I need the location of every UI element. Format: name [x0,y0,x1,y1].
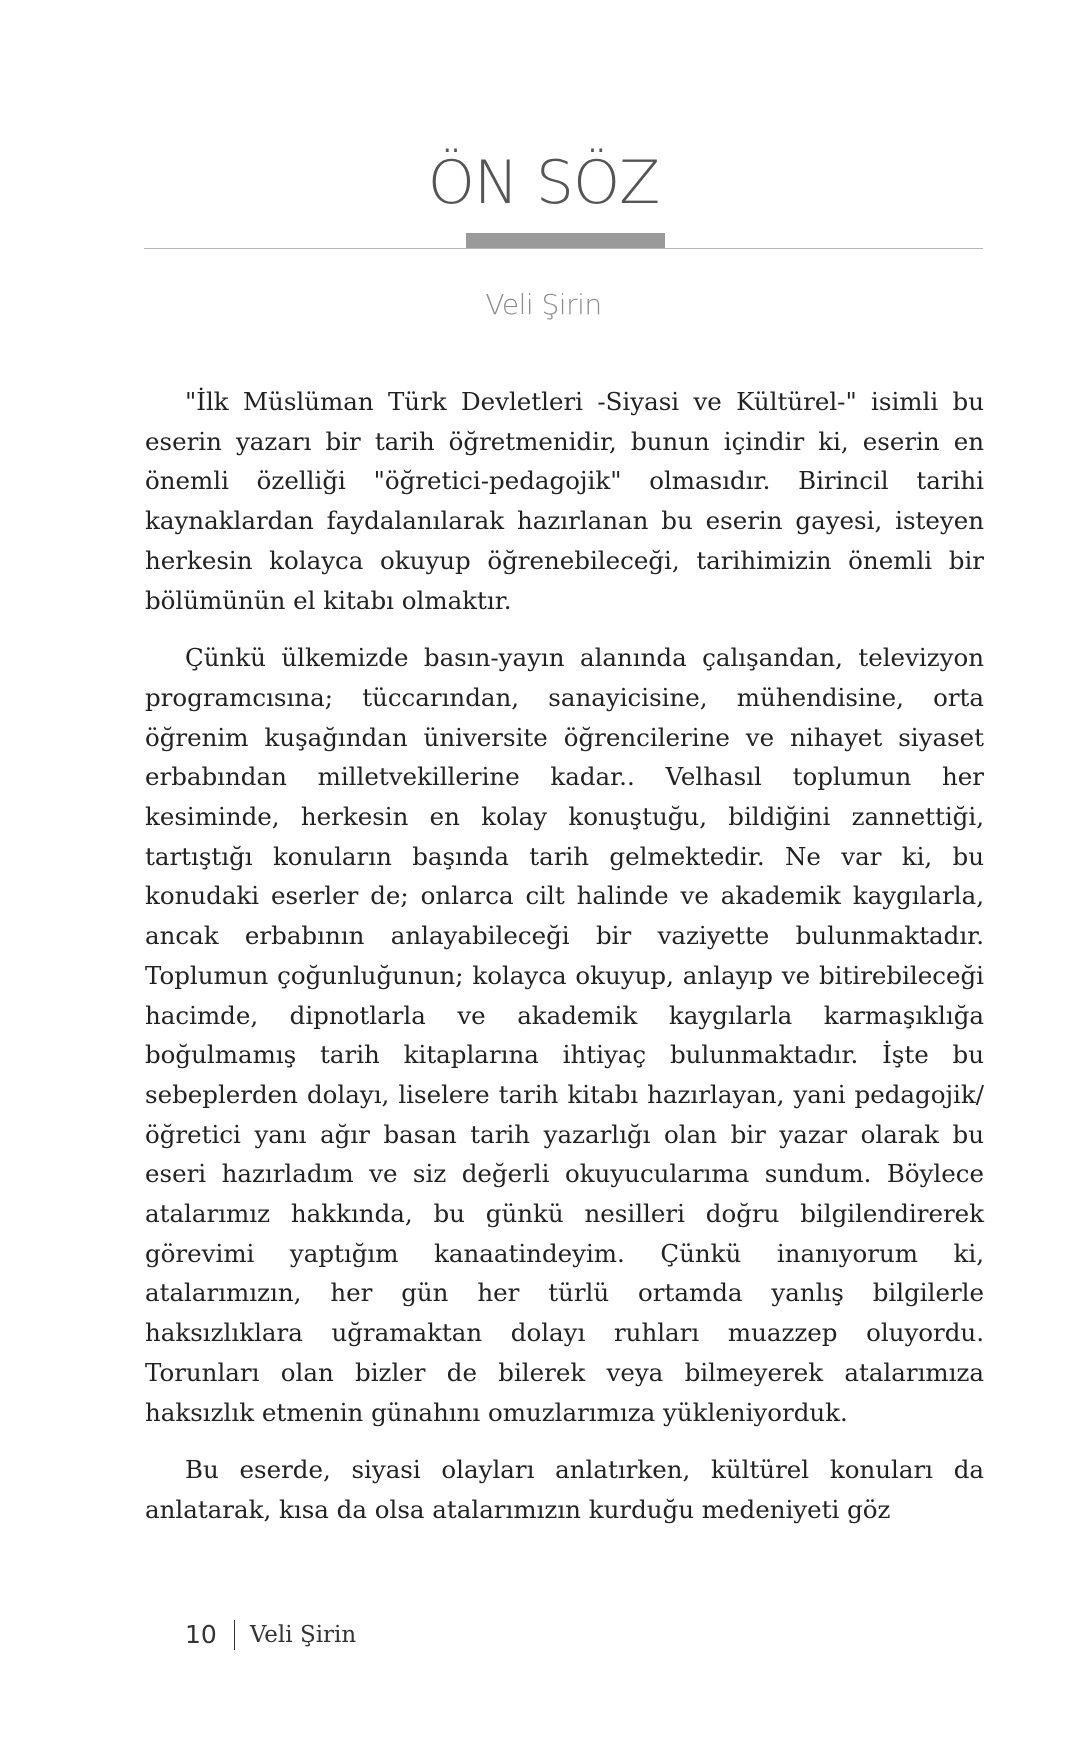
footer-separator [234,1620,235,1650]
running-author: Veli Şirin [249,1622,357,1648]
chapter-title: ÖN SÖZ [427,148,660,218]
chapter-author: Veli Şirin [485,288,602,321]
body-text [145,382,984,1548]
paragraph-3: Bu eserde, siyasi olayları anlatırken, kültürel konuları da anlatarak, kısa da olsa atalarımızın kurduğu medeniyeti göz [145,1455,984,1524]
title-rule [144,248,983,249]
page-footer [185,1618,356,1652]
title-rule-accent [466,233,665,249]
page-number: 10 [185,1620,217,1649]
paragraph-1: "İlk Müslüman Türk Devletleri -Siyasi ve Kültürel-" isimli bu eserin yazarı bir tarih öğretmenidir, bunun içindir ki, eserin en önemli özelliği "öğretici-pedagojik" olmasıdır. Birincil tarihi kaynaklardan faydalanılarak hazırlanan bu eserin gayesi, isteyen herkesin kolayca okuyup öğrenebileceği, tarihimizin önemli bir bölümünün el kitabı olmaktır. [145,387,984,615]
paragraph-2: Çünkü ülkemizde basın-yayın alanında çalışandan, televizyon programcısına; tüccarından, sanayicisine, mühendisine, orta öğrenim kuşağından üniversite öğrencilerine ve nihayet siyaset erbabından milletvekillerine kadar.. Velhasıl toplumun her kesiminde, herkesin en kolay konuştuğu, bildiğini zannettiği, tartıştığı konuların başında tarih gelmektedir. Ne var ki, bu konudaki eserler de; onlarca cilt halinde ve akademik kaygılarla, ancak erbabının anlayabileceği bir vaziyette bulunmaktadır. Toplumun çoğunluğunun; kolayca okuyup, anlayıp ve bitirebileceği hacimde, dipnotlarla ve akademik kaygılarla karmaşıklığa boğulmamış tarih kitaplarına ihtiyaç bulunmaktadır. İşte bu sebeplerden dolayı, liselere tarih kitabı hazırlayan, yani pedagojik/öğretici yanı ağır basan tarih yazarlığı olan bir yazar olarak bu eseri hazırladım ve siz değerli okuyucularıma sundum. Böylece atalarımız hakkında, bu günkü nesilleri doğru bilgilendirerek görevimi yaptığım kanaatindeyim. Çünkü inanıyorum ki, atalarımızın, her gün her türlü ortamda yanlış bilgilerle haksızlıklara uğramaktan dolayı ruhları muazzep oluyordu. Torunları olan bizler de bilerek veya bilmeyerek atalarımıza haksızlık etmenin günahını omuzlarımıza yükleniyorduk. [145,643,984,1427]
